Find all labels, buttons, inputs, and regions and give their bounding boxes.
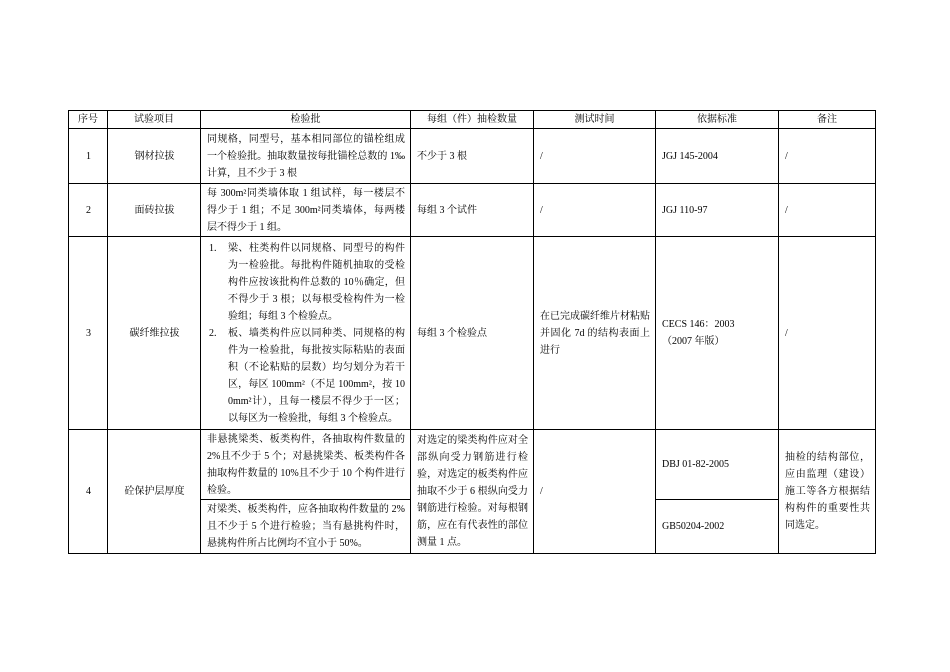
list-item xyxy=(207,240,405,325)
standard-line: （2007 年版） xyxy=(662,336,725,347)
cell-item: 面砖拉拔 xyxy=(108,184,201,237)
cell-time: / xyxy=(534,129,656,184)
header-remark: 备注 xyxy=(779,111,876,129)
cell-quantity: 每组 3 个检验点 xyxy=(411,237,534,430)
cell-remark: / xyxy=(779,184,876,237)
table-row xyxy=(69,430,876,500)
cell-quantity: 对选定的梁类构件应对全部纵向受力钢筋进行检验，对选定的板类构件应抽取不少于 6 根纵向受力钢筋进行检验。对每根钢筋，应在有代表性的部位测量 1 点。 xyxy=(411,430,534,554)
header-standard: 依据标准 xyxy=(656,111,779,129)
cell-item: 钢材拉拔 xyxy=(108,129,201,184)
cell-quantity: 每组 3 个试件 xyxy=(411,184,534,237)
cell-no: 2 xyxy=(69,184,108,237)
cell-standard: GB50204-2002 xyxy=(656,500,779,554)
cell-no: 1 xyxy=(69,129,108,184)
list-text: 梁、柱类构件以同规格、同型号的构件为一检验批。每批构件随机抽取的受检构件应按该批构件总数的 10％确定，但不得少于 3 根；以每根受检构件为一检验组；每组 3 个检验点。 xyxy=(228,242,405,322)
table-row xyxy=(69,129,876,184)
header-item: 试验项目 xyxy=(108,111,201,129)
cell-standard: DBJ 01-82-2005 xyxy=(656,430,779,500)
list-text: 板、墙类构件应以同种类、同规格的构件为一检验批，每批按实际粘贴的表面积（不论粘贴的层数）均匀划分为若干区，每区 100mm²（不足 100mm²，按 100mm²计），且每一楼层不得少于一区；以每区为一检验批，每组 3 个检验点。 xyxy=(228,327,405,424)
header-batch: 检验批 xyxy=(201,111,411,129)
cell-time: 在已完成碳纤维片材粘贴并固化 7d 的结构表面上进行 xyxy=(534,237,656,430)
standard-line: CECS 146：2003 xyxy=(662,319,735,330)
cell-item: 砼保护层厚度 xyxy=(108,430,201,554)
cell-batch: 同规格，同型号，基本相同部位的锚栓组成一个检验批。抽取数量按每批锚栓总数的 1‰计算，且不少于 3 根 xyxy=(201,129,411,184)
header-time: 测试时间 xyxy=(534,111,656,129)
list-number: 1. xyxy=(209,242,217,254)
header-quantity: 每组（件）抽检数量 xyxy=(411,111,534,129)
cell-item: 碳纤维拉拔 xyxy=(108,237,201,430)
inspection-table xyxy=(68,110,876,554)
cell-batch xyxy=(201,237,411,430)
cell-quantity: 不少于 3 根 xyxy=(411,129,534,184)
cell-batch: 每 300m²同类墙体取 1 组试样，每一楼层不得少于 1 组；不足 300m²同类墙体，每两楼层不得少于 1 组。 xyxy=(201,184,411,237)
cell-no: 4 xyxy=(69,430,108,554)
list-item xyxy=(207,325,405,427)
cell-batch: 对梁类、板类构件，应各抽取构件数量的 2%且不少于 5 个进行检验；当有悬挑构件时，悬挑构件所占比例均不宜小于 50%。 xyxy=(201,500,411,554)
cell-standard xyxy=(656,237,779,430)
cell-remark: / xyxy=(779,237,876,430)
cell-time: / xyxy=(534,184,656,237)
cell-standard: JGJ 110-97 xyxy=(656,184,779,237)
cell-remark: 抽检的结构部位，应由监理（建设）施工等各方根据结构构件的重要性共同选定。 xyxy=(779,430,876,554)
cell-remark: / xyxy=(779,129,876,184)
cell-batch: 非悬挑梁类、板类构件，各抽取构件数量的 2%且不少于 5 个；对悬挑梁类、板类构件各抽取构件数量的 10%且不少于 10 个构件进行检验。 xyxy=(201,430,411,500)
table-row xyxy=(69,237,876,430)
cell-time: / xyxy=(534,430,656,554)
table-header-row xyxy=(69,111,876,129)
cell-no: 3 xyxy=(69,237,108,430)
cell-standard: JGJ 145-2004 xyxy=(656,129,779,184)
table-row xyxy=(69,184,876,237)
list-number: 2. xyxy=(209,327,217,339)
header-no: 序号 xyxy=(69,111,108,129)
